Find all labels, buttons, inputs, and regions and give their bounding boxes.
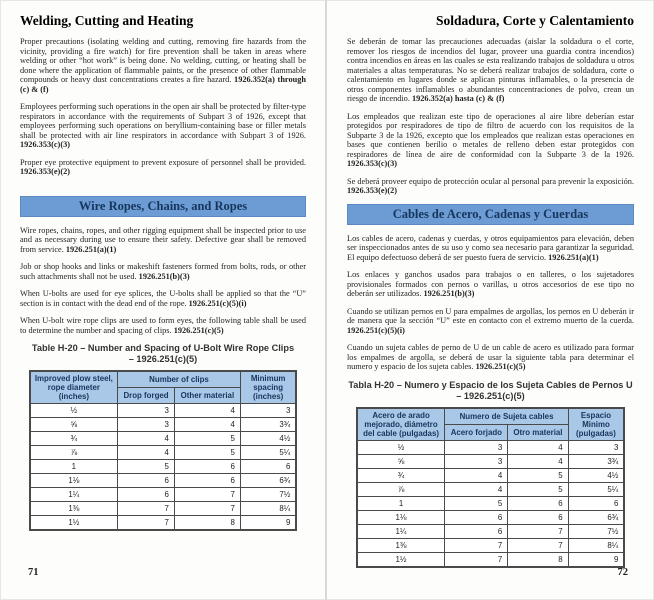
page-right-spanish (327, 0, 654, 600)
paragraph-text: Se deberán de tomar las precauciones adecuadas (aislar la soldadura o el corte, remover los riesgos de incendios del lugar, proveer una guardia contra incendios) contra incendios en áreas en las cuales se esta realizando trabajos de soldadura u otros materiales a altas temperaturas. No se deberá realizar trabajos de soldadura, corte o calentamiento en lugares donde se aplican pinturas inflamables, o la presencia de otros componentes inflamables o abundantes concentraciones de polvo, crean un riesgo de incendio. (347, 37, 634, 103)
page-title: Welding, Cutting and Heating (20, 13, 194, 28)
table-cell: 7½ (240, 488, 296, 502)
table-cell: 3 (118, 404, 175, 418)
column-header: Improved plow steel, rope diameter (inches) (30, 371, 118, 404)
paragraph-text: Se deberá proveer equipo de protección ocular al personal para prevenir la exposición. (347, 176, 634, 186)
page-number: 72 (617, 567, 628, 578)
table-cell: 4 (445, 468, 508, 482)
table-cell: 4 (118, 446, 175, 460)
table-cell: ⅝ (30, 418, 118, 432)
table-title-line1: Table H-20 – Number and Spacing of U-Bolt Wire Rope Clips (31, 343, 295, 353)
paragraph-text: Los enlaces y ganchos usados para trabajos o en talleres, o los sujetadores provisionales formados con pernos o varillas, u otros accesorios de ese tipo no deberán ser utilizados. (347, 270, 634, 298)
table-cell: 6 (240, 460, 296, 474)
paragraph (347, 112, 634, 169)
regulation-citation: 1926.251(b)(3) (423, 289, 475, 298)
table-row (30, 474, 297, 488)
table-cell: 6 (445, 524, 508, 538)
table-cell: 6 (118, 488, 175, 502)
table-row (30, 488, 297, 502)
section-header-bar: Cables de Acero, Cadenas y Cuerdas (347, 204, 634, 225)
table-cell: 7½ (568, 524, 624, 538)
table-cell: 3¾ (568, 454, 624, 468)
table-cell: 6 (568, 496, 624, 510)
table-cell: 1 (30, 460, 118, 474)
table-cell: 9 (568, 552, 624, 567)
table-header (30, 371, 297, 404)
table-row (30, 418, 297, 432)
paragraph (347, 177, 634, 196)
table-cell: 1⅜ (357, 538, 445, 552)
paragraph (20, 289, 306, 308)
paragraph-text: Cuando un sujeta cables de perno de U de un cable de acero es utilizado para formar los empalmes de argolla, se deberá de usar la siguiente tabla para determinar el numero y espacio de los sujeta cables. (347, 343, 634, 371)
table-title-line2: – 1926.251(c)(5) (456, 390, 525, 401)
paragraph-text: Cuando se utilizan pernos en U para empalmes de argollas, los pernos en U deberán ir de manera que la sección “U” este en contacto con el extremo muerto de la cuerda. (347, 306, 634, 325)
table-cell: 3 (568, 440, 624, 454)
table-row (357, 496, 625, 510)
table-cell: 3 (118, 418, 175, 432)
table-cell: 5 (508, 468, 568, 482)
table-row (30, 446, 297, 460)
table-cell: 1¼ (357, 524, 445, 538)
table-row (30, 502, 297, 516)
table-cell: 6 (445, 510, 508, 524)
regulation-citation: 1926.251(a)(1) (548, 252, 599, 262)
table-cell: 3 (445, 454, 508, 468)
regulation-citation: 1926.353(c)(3) (20, 140, 70, 149)
paragraph (347, 343, 634, 372)
table-cell: 4 (174, 404, 240, 418)
table-cell: 5¼ (568, 482, 624, 496)
table-cell: ¾ (30, 432, 118, 446)
table-body (30, 404, 297, 531)
table-cell: 6 (508, 496, 568, 510)
table-cell: 1 (357, 496, 445, 510)
regulation-citation: 1926.352(a) through (c) & (f) (20, 75, 306, 94)
paragraph (20, 262, 306, 281)
table-cell: 8 (508, 552, 568, 567)
table-row (357, 468, 625, 482)
wire-rope-clips-table (356, 407, 626, 568)
table-row (30, 404, 297, 418)
table-cell: 6 (118, 474, 175, 488)
table-cell: 4½ (240, 432, 296, 446)
wire-rope-clips-table (29, 370, 298, 531)
table-cell: 4 (174, 418, 240, 432)
paragraph (347, 270, 634, 299)
regulation-citation: 1926.251(c)(5) (173, 325, 224, 335)
table-cell: ½ (357, 440, 445, 454)
regulation-citation: 1926.251(c)(5)(i) (347, 325, 405, 335)
regulation-citation: 1926.353(e)(2) (347, 186, 397, 195)
table-cell: 5 (174, 446, 240, 460)
paragraph (20, 37, 306, 94)
table-cell: 1¼ (30, 488, 118, 502)
section-header-bar: Wire Ropes, Chains, and Ropes (20, 196, 306, 217)
table-cell: ½ (30, 404, 118, 418)
table-cell: 4 (445, 482, 508, 496)
paragraph-text: Wire ropes, chains, ropes, and other rigging equipment shall be inspected prior to use and as necessary during use to ensure their safety. Defective gear shall be removed from service. (20, 225, 306, 254)
column-header: Acero de arado mejorado, diámetro del cable (pulgadas) (357, 408, 445, 441)
table-cell: 7 (118, 502, 175, 516)
table-row (357, 524, 625, 538)
table-cell: 8¼ (568, 538, 624, 552)
column-subheader: Acero forjado (445, 424, 508, 440)
paragraph-text: When U-bolts are used for eye splices, the U-bolts shall be applied so that the “U” section is in contact with the dead end of the rope. (20, 289, 306, 308)
paragraph-text: Los empleados que realizan este tipo de operaciones al aire libre deberían estar protegidos por respiradores de tipo de filtro de acuerdo con los requisitos de la Subparte 3 de la 1926, excepto que los empleados que realizan estas operaciones en bases que contienen berilio o metales de relleno deben estar protegidos con respiradores de línea de aire de conformidad con la Subparte 3 de la 1926. (347, 111, 634, 159)
column-header: Espacio Minimo (pulgadas) (568, 408, 624, 441)
table-row (357, 538, 625, 552)
table-cell: 6 (508, 510, 568, 524)
page-title: Soldadura, Corte y Calentamiento (436, 13, 634, 28)
regulation-citation: 1926.353(e)(2) (20, 167, 70, 176)
table-row (357, 510, 625, 524)
table-row (357, 482, 625, 496)
column-subheader: Drop forged (118, 388, 175, 404)
table-cell: 4 (118, 432, 175, 446)
table-cell: 4½ (568, 468, 624, 482)
paragraph (20, 226, 306, 255)
table-cell: 6 (174, 474, 240, 488)
table-cell: 6 (174, 460, 240, 474)
paragraph-text: Job or shop hooks and links or makeshift fasteners formed from bolts, rods, or other such attachments shall not be used. (20, 262, 306, 281)
regulation-citation: 1926.251(b)(3) (138, 271, 190, 281)
table-header (357, 408, 625, 441)
table-cell: 1⅛ (30, 474, 118, 488)
table-cell: 7 (174, 502, 240, 516)
paragraph (347, 37, 634, 104)
paragraph-text: Proper precautions (isolating welding and cutting, removing fire hazards from the vicinity, providing a fire watch) for fire prevention shall be taken in areas where welding or other “hot work” is being done. No welding, cutting, or heating shall be done where the application of flammable paints, or the presence of other flammable compounds or heavy dust concentrations creates a fire hazard. (20, 37, 306, 84)
paragraph-text: Employees performing such operations in the open air shall be protected by filter-type respirators in accordance with the requirements of Subpart 3 of 1926, except that employees performing such operations on beryllium-containing base or filler metals shall be protected with air line respirators in accordance with Subpart 3 of 1926. (20, 102, 306, 140)
table-row (357, 552, 625, 567)
table-row (357, 440, 625, 454)
table-cell: ⅞ (357, 482, 445, 496)
column-group-header: Number of clips (118, 371, 241, 388)
table-cell: 4 (508, 440, 568, 454)
regulation-citation: 1926.352(a) hasta (c) & (f) (411, 94, 505, 103)
table-cell: 6¾ (240, 474, 296, 488)
table-cell: 7 (174, 488, 240, 502)
table-cell: ⅝ (357, 454, 445, 468)
table-cell: 5 (118, 460, 175, 474)
table-cell: 1⅜ (30, 502, 118, 516)
column-header: Minimum spacing (inches) (240, 371, 296, 404)
table-row (30, 432, 297, 446)
column-group-header: Numero de Sujeta cables (445, 408, 568, 425)
table-cell: ¾ (357, 468, 445, 482)
table-row (357, 454, 625, 468)
table-cell: 8 (174, 516, 240, 531)
table-cell: 1½ (357, 552, 445, 567)
table-row (30, 460, 297, 474)
table-cell: 3 (445, 440, 508, 454)
table-title-line1: Tabla H-20 – Numero y Espacio de los Sujeta Cables de Pernos U (348, 379, 633, 390)
table-row (30, 516, 297, 531)
table-cell: 3 (240, 404, 296, 418)
table-cell: 1⅛ (357, 510, 445, 524)
table-cell: 7 (445, 552, 508, 567)
regulation-citation: 1926.251(c)(5) (475, 362, 526, 371)
table-cell: 1½ (30, 516, 118, 531)
column-subheader: Other material (174, 388, 240, 404)
table-cell: 4 (508, 454, 568, 468)
regulation-citation: 1926.353(c)(3) (347, 159, 397, 168)
paragraph-text: Los cables de acero, cadenas y cuerdas, y otros equipamientos para elevación, deben ser inspeccionados antes de su uso y como sea necesario para garantizar la seguridad. El equipo defectuoso deberá de ser puesto fuera de servicio. (347, 233, 634, 262)
table-title (20, 343, 306, 365)
table-title (347, 380, 634, 402)
table-cell: 5¼ (240, 446, 296, 460)
table-body (357, 440, 625, 567)
page-number: 71 (28, 567, 39, 578)
table-cell: 5 (174, 432, 240, 446)
table-title-line2: – 1926.251(c)(5) (128, 354, 198, 364)
paragraph (20, 102, 306, 150)
table-cell: 3¾ (240, 418, 296, 432)
paragraph (347, 234, 634, 263)
regulation-citation: 1926.251(a)(1) (65, 244, 117, 254)
table-cell: 7 (508, 538, 568, 552)
table-cell: 7 (445, 538, 508, 552)
table-cell: 6¾ (568, 510, 624, 524)
table-cell: 7 (508, 524, 568, 538)
paragraph (20, 316, 306, 335)
regulation-citation: 1926.251(c)(5)(i) (188, 298, 247, 308)
table-cell: ⅞ (30, 446, 118, 460)
table-cell: 7 (118, 516, 175, 531)
table-cell: 5 (445, 496, 508, 510)
column-subheader: Otro material (508, 424, 568, 440)
paragraph-text: Proper eye protective equipment to prevent exposure of personnel shall be provided. (20, 157, 306, 167)
paragraph (20, 158, 306, 177)
paragraph (347, 307, 634, 336)
table-cell: 5 (508, 482, 568, 496)
table-cell: 9 (240, 516, 296, 531)
table-cell: 8¼ (240, 502, 296, 516)
paragraph-text: When U-bolt wire rope clips are used to form eyes, the following table shall be used to determine the number and spacing of clips. (20, 316, 306, 335)
